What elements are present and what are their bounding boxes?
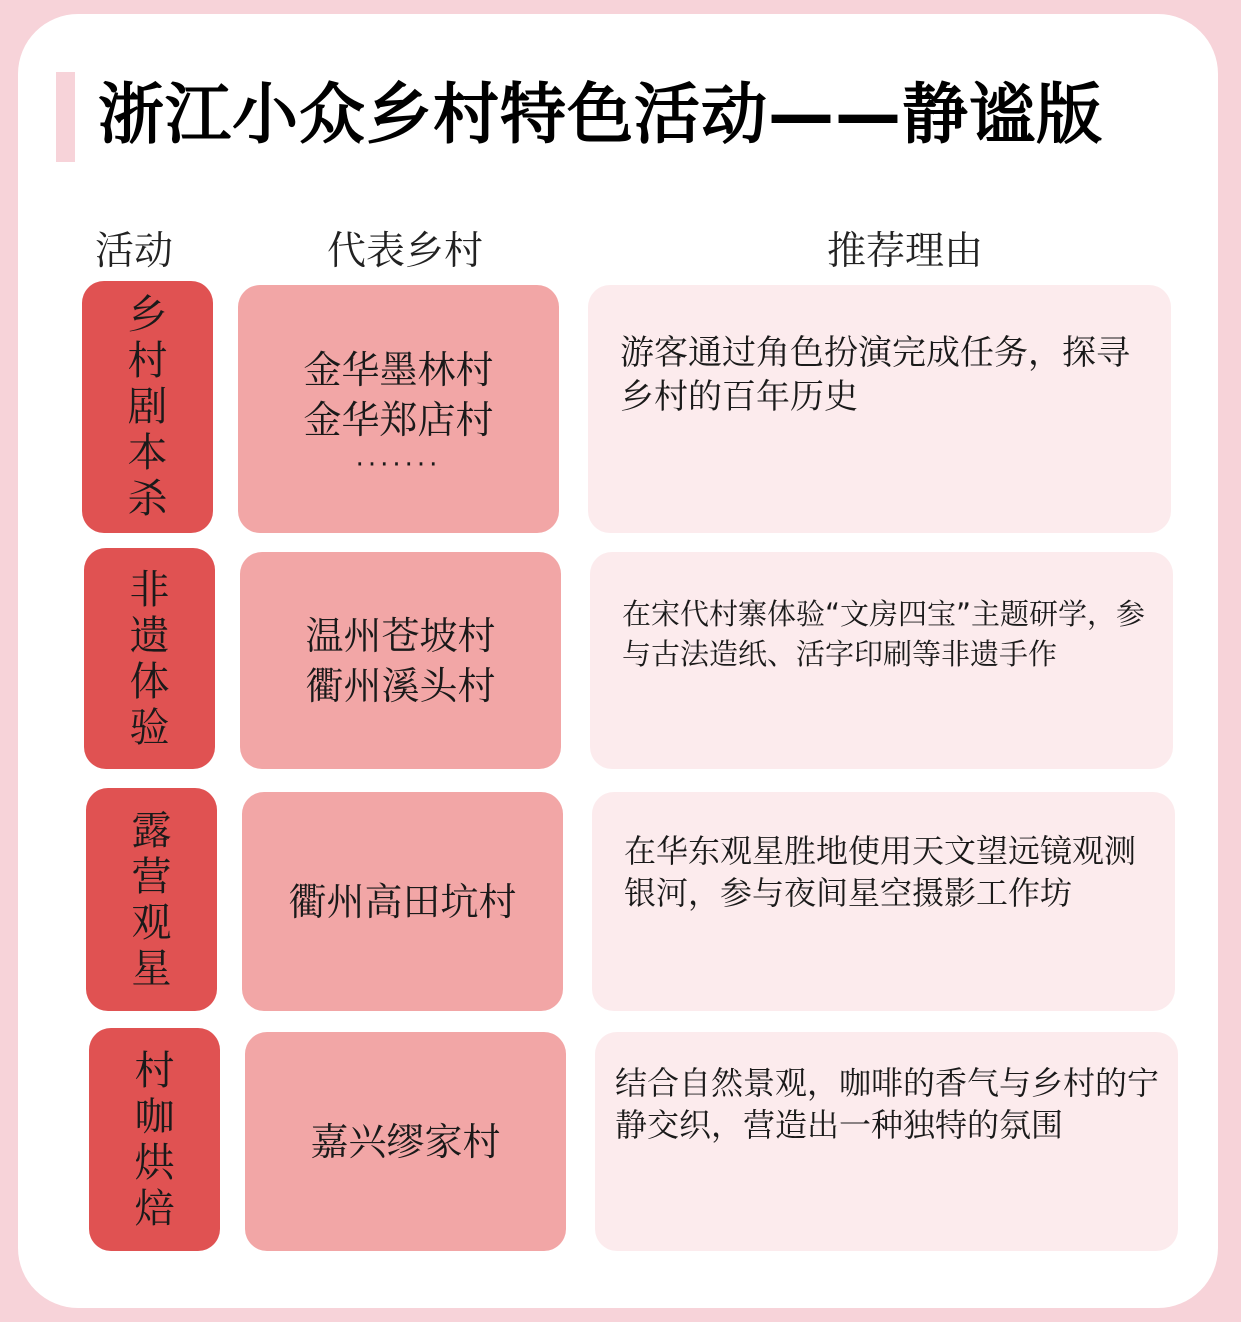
village-name: 金华郑店村 xyxy=(303,398,494,442)
header-village: 代表乡村 xyxy=(326,229,483,274)
reason-text: 游客通过角色扮演完成任务，探寻乡村的百年历史 xyxy=(620,333,1130,417)
title-accent-bar xyxy=(56,72,75,162)
village-cell xyxy=(238,285,559,533)
activity-label: 乡村剧本杀 xyxy=(127,292,168,522)
village-name: 金华墨林村 xyxy=(303,348,494,392)
page-title: 浙江小众乡村特色活动——静谧版 xyxy=(98,76,1103,153)
reason-cell xyxy=(590,552,1173,769)
reason-cell xyxy=(595,1032,1178,1251)
more-ellipsis: ······· xyxy=(355,450,442,480)
header-activity: 活动 xyxy=(94,229,173,274)
activity-label: 非遗体验 xyxy=(129,566,170,751)
village-name: 温州苍坡村 xyxy=(305,613,496,658)
village-name: 衢州高田坑村 xyxy=(288,879,517,924)
village-cell xyxy=(242,792,563,1011)
activity-cell xyxy=(86,788,217,1011)
activity-cell xyxy=(82,281,213,533)
activity-label: 露营观星 xyxy=(131,807,172,992)
village-name: 衢州溪头村 xyxy=(305,663,496,708)
header-reason: 推荐理由 xyxy=(826,229,983,274)
reason-text: 在华东观星胜地使用天文望远镜观测银河，参与夜间星空摄影工作坊 xyxy=(624,832,1137,912)
village-cell xyxy=(245,1032,566,1251)
reason-text: 在宋代村寨体验“文房四宝”主题研学，参与古法造纸、活字印刷等非遗手作 xyxy=(622,597,1146,671)
activity-cell xyxy=(89,1028,220,1251)
reason-cell xyxy=(588,285,1171,533)
reason-cell xyxy=(592,792,1175,1011)
reason-text: 结合自然景观，咖啡的香气与乡村的宁静交织，营造出一种独特的氛围 xyxy=(615,1064,1160,1144)
activity-label: 村咖烘焙 xyxy=(134,1047,175,1232)
village-name: 嘉兴缪家村 xyxy=(310,1119,501,1164)
village-cell xyxy=(240,552,561,769)
activity-cell xyxy=(84,548,215,769)
